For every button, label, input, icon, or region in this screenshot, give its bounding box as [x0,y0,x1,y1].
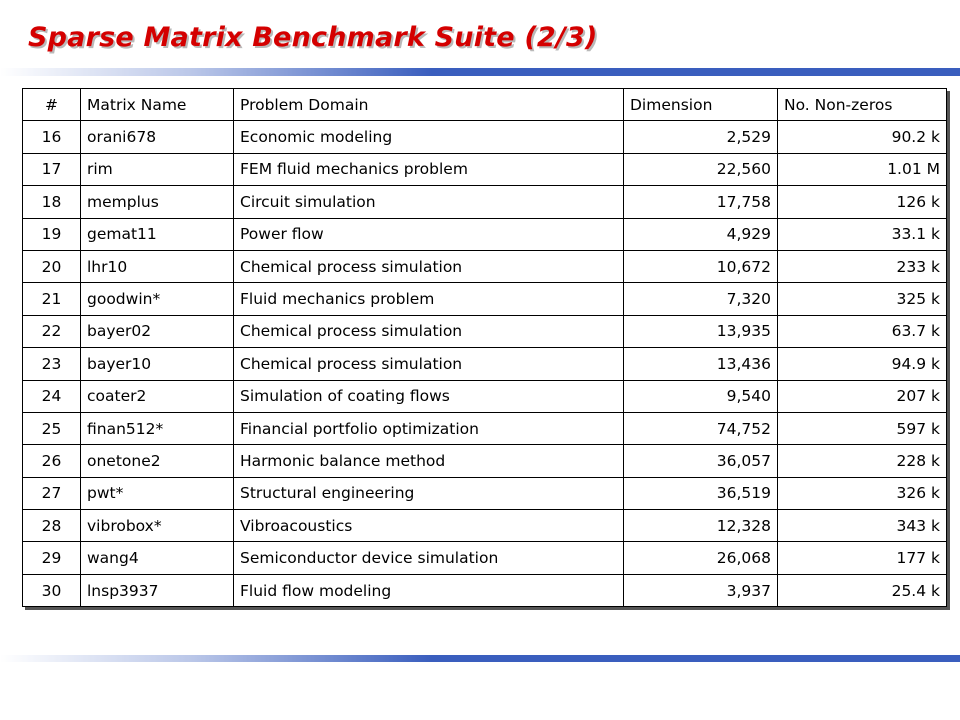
cell-non-zeros: 94.9 k [778,348,947,380]
cell-dimension: 22,560 [624,153,778,185]
cell-matrix-name: bayer10 [81,348,234,380]
table-row [23,412,947,444]
cell-problem-domain: Economic modeling [234,121,624,153]
table-row [23,445,947,477]
table-row [23,315,947,347]
cell-number: 27 [23,477,81,509]
cell-non-zeros: 63.7 k [778,315,947,347]
cell-non-zeros: 233 k [778,250,947,282]
cell-dimension: 13,935 [624,315,778,347]
cell-matrix-name: wang4 [81,542,234,574]
table-row [23,510,947,542]
cell-problem-domain: Chemical process simulation [234,250,624,282]
cell-problem-domain: Circuit simulation [234,186,624,218]
cell-number: 16 [23,121,81,153]
table-row [23,348,947,380]
cell-matrix-name: rim [81,153,234,185]
cell-non-zeros: 228 k [778,445,947,477]
table-row [23,477,947,509]
cell-dimension: 2,529 [624,121,778,153]
cell-dimension: 36,519 [624,477,778,509]
cell-matrix-name: lhr10 [81,250,234,282]
table-row [23,250,947,282]
table-header-row [23,89,947,121]
cell-problem-domain: Structural engineering [234,477,624,509]
benchmark-table [22,88,947,607]
cell-dimension: 4,929 [624,218,778,250]
table-row [23,283,947,315]
cell-non-zeros: 343 k [778,510,947,542]
cell-dimension: 7,320 [624,283,778,315]
cell-problem-domain: Semiconductor device simulation [234,542,624,574]
cell-non-zeros: 207 k [778,380,947,412]
header-dimension: Dimension [624,89,778,121]
cell-matrix-name: pwt* [81,477,234,509]
cell-number: 26 [23,445,81,477]
cell-number: 29 [23,542,81,574]
cell-problem-domain: FEM fluid mechanics problem [234,153,624,185]
cell-non-zeros: 177 k [778,542,947,574]
cell-number: 18 [23,186,81,218]
cell-matrix-name: orani678 [81,121,234,153]
header-problem-domain: Problem Domain [234,89,624,121]
cell-number: 21 [23,283,81,315]
cell-number: 20 [23,250,81,282]
cell-non-zeros: 90.2 k [778,121,947,153]
cell-dimension: 74,752 [624,412,778,444]
table-row [23,574,947,606]
cell-non-zeros: 25.4 k [778,574,947,606]
cell-non-zeros: 1.01 M [778,153,947,185]
cell-problem-domain: Fluid flow modeling [234,574,624,606]
slide-title: Sparse Matrix Benchmark Suite (2/3) [28,22,598,53]
cell-number: 17 [23,153,81,185]
cell-non-zeros: 33.1 k [778,218,947,250]
cell-problem-domain: Financial portfolio optimization [234,412,624,444]
table-row [23,380,947,412]
cell-number: 23 [23,348,81,380]
cell-dimension: 26,068 [624,542,778,574]
cell-dimension: 10,672 [624,250,778,282]
cell-problem-domain: Harmonic balance method [234,445,624,477]
cell-matrix-name: gemat11 [81,218,234,250]
header-matrix-name: Matrix Name [81,89,234,121]
cell-number: 22 [23,315,81,347]
cell-matrix-name: goodwin* [81,283,234,315]
cell-matrix-name: lnsp3937 [81,574,234,606]
cell-matrix-name: memplus [81,186,234,218]
cell-number: 25 [23,412,81,444]
cell-number: 28 [23,510,81,542]
cell-dimension: 9,540 [624,380,778,412]
cell-problem-domain: Vibroacoustics [234,510,624,542]
cell-problem-domain: Simulation of coating flows [234,380,624,412]
table-row [23,121,947,153]
header-non-zeros: No. Non-zeros [778,89,947,121]
header-number: # [23,89,81,121]
cell-matrix-name: coater2 [81,380,234,412]
cell-non-zeros: 597 k [778,412,947,444]
cell-matrix-name: bayer02 [81,315,234,347]
table-row [23,218,947,250]
cell-number: 30 [23,574,81,606]
title-divider [0,68,960,76]
cell-number: 19 [23,218,81,250]
cell-problem-domain: Power flow [234,218,624,250]
cell-problem-domain: Fluid mechanics problem [234,283,624,315]
cell-dimension: 3,937 [624,574,778,606]
cell-dimension: 12,328 [624,510,778,542]
cell-number: 24 [23,380,81,412]
cell-non-zeros: 325 k [778,283,947,315]
footer-divider [0,655,960,662]
cell-non-zeros: 326 k [778,477,947,509]
table-row [23,542,947,574]
cell-matrix-name: onetone2 [81,445,234,477]
cell-problem-domain: Chemical process simulation [234,315,624,347]
cell-dimension: 36,057 [624,445,778,477]
table-row [23,186,947,218]
cell-dimension: 17,758 [624,186,778,218]
cell-dimension: 13,436 [624,348,778,380]
cell-matrix-name: vibrobox* [81,510,234,542]
table-row [23,153,947,185]
cell-non-zeros: 126 k [778,186,947,218]
cell-matrix-name: finan512* [81,412,234,444]
cell-problem-domain: Chemical process simulation [234,348,624,380]
